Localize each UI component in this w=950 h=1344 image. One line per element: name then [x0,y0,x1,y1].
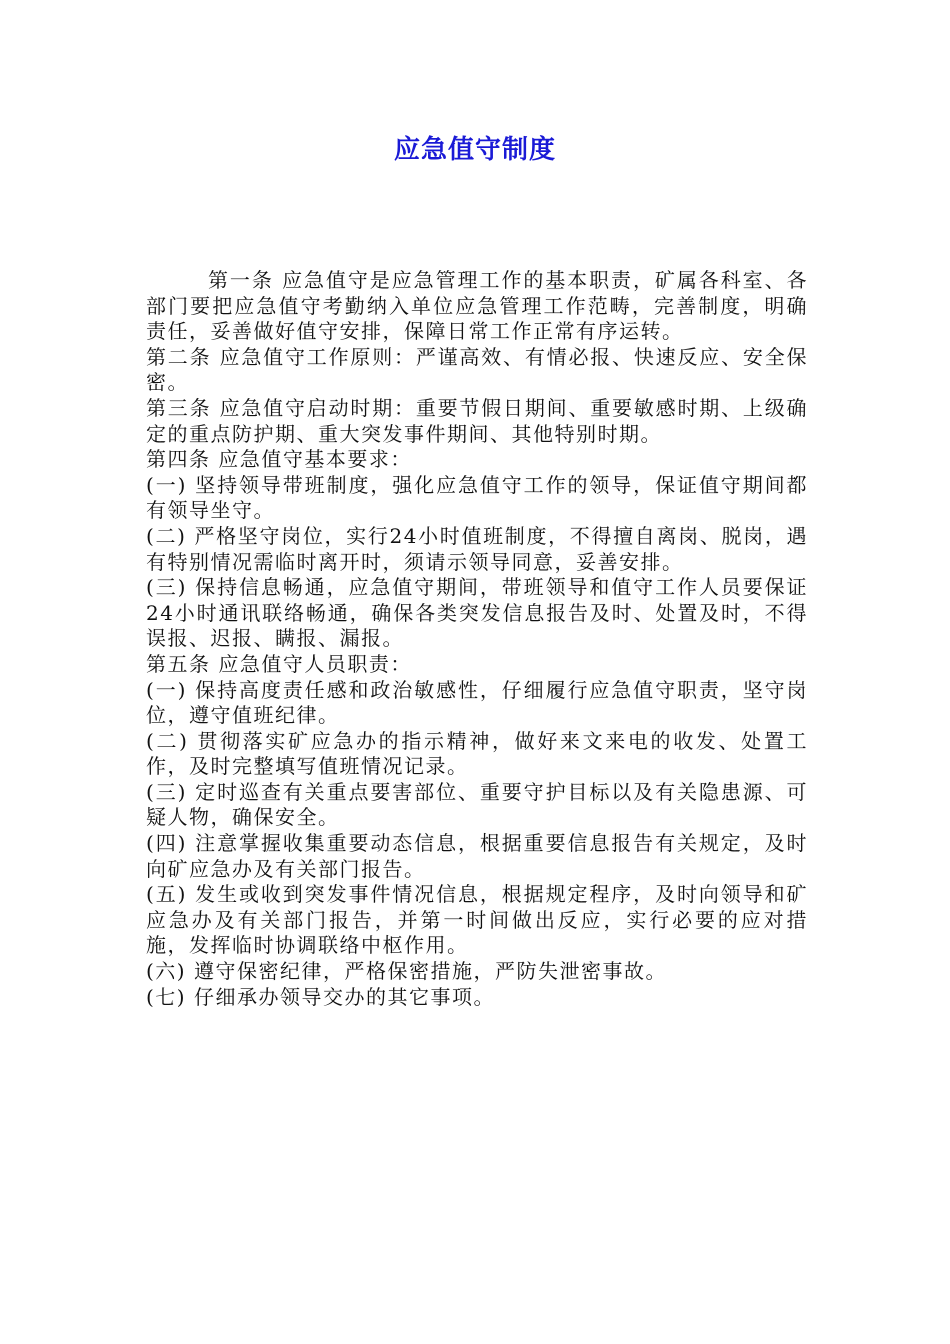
paragraph-article-4: 第四条 应急值守基本要求： [146,447,412,472]
paragraph-item-4-3: (三) 保持信息畅通，应急值守期间，带班领导和值守工作人员要保证24小时通讯联络畅通，确保各类突发信息报告及时、处置及时，不得误报、迟报、瞒报、漏报。 [146,575,808,651]
document-body [146,268,808,1010]
paragraph-item-5-6: (六) 遵守保密纪律，严格保密措施，严防失泄密事故。 [146,959,667,984]
paragraph-item-5-4: (四) 注意掌握收集重要动态信息，根据重要信息报告有关规定，及时向矿应急办及有关部门报告。 [146,831,808,881]
paragraph-item-5-3: (三) 定时巡查有关重点要害部位、重要守护目标以及有关隐患源、可疑人物，确保安全。 [146,779,808,830]
paragraph-item-5-7: (七) 仔细承办领导交办的其它事项。 [146,984,495,1009]
paragraph-item-5-2: (二) 贯彻落实矿应急办的指示精神，做好来文来电的收发、处置工作，及时完整填写值班情况记录。 [146,728,808,779]
paragraph-item-5-1: (一) 保持高度责任感和政治敏感性，仔细履行应急值守职责，坚守岗位，遵守值班纪律。 [146,677,808,728]
paragraph-item-5-5: (五) 发生或收到突发事件情况信息，根据规定程序，及时向领导和矿应急办及有关部门报告，并第一时间做出反应，实行必要的应对措施，发挥临时协调联络中枢作用。 [146,882,808,958]
document-title: 应急值守制度 [393,135,556,165]
paragraph-item-4-1: (一) 坚持领导带班制度，强化应急值守工作的领导，保证值守期间都有领导坐守。 [146,472,808,523]
paragraph-article-2: 第二条 应急值守工作原则：严谨高效、有情必报、快速反应、安全保密。 [146,344,808,395]
paragraph-item-4-2: (二) 严格坚守岗位，实行24小时值班制度，不得擅自离岗、脱岗，遇有特别情况需临时离开时，须请示领导同意，妥善安排。 [146,523,808,574]
paragraph-article-5: 第五条 应急值守人员职责： [146,651,412,676]
paragraph-article-1: 第一条 应急值守是应急管理工作的基本职责，矿属各科室、各部门要把应急值守考勤纳入单位应急管理工作范畴，完善制度，明确责任，妥善做好值守安排，保障日常工作正常有序运转。 [146,268,808,344]
paragraph-article-3: 第三条 应急值守启动时期：重要节假日期间、重要敏感时期、上级确定的重点防护期、重大突发事件期间、其他特别时期。 [146,395,808,446]
